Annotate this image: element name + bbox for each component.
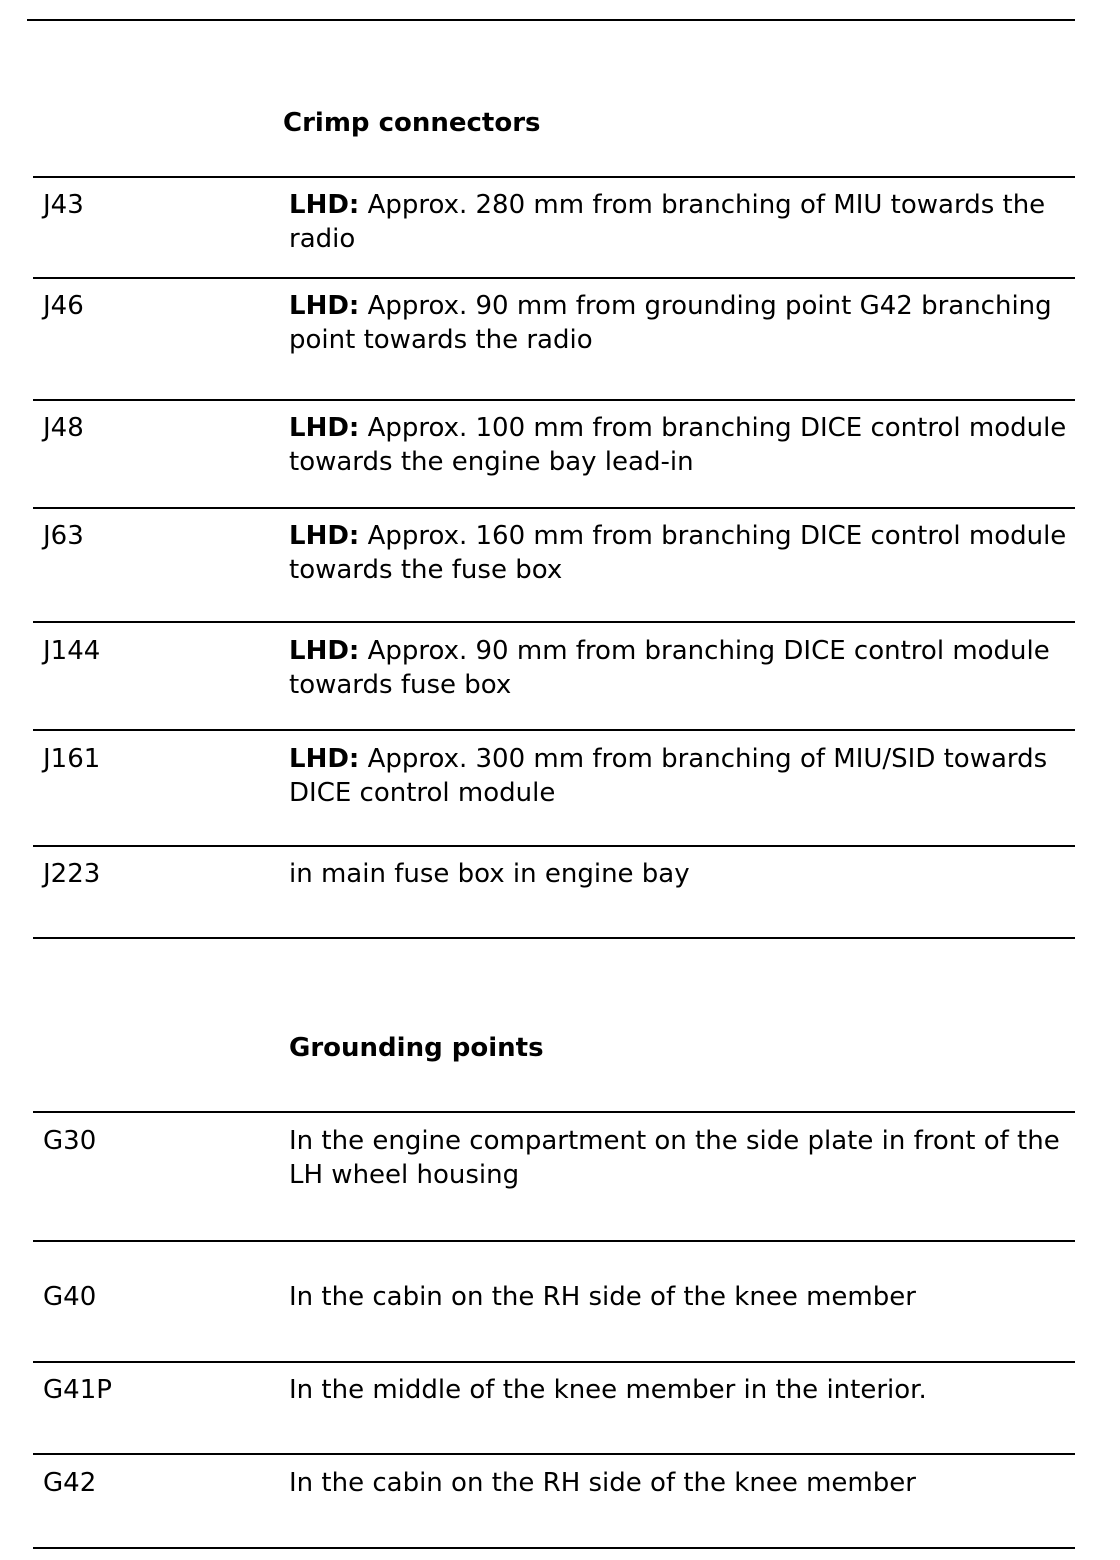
table-rule: [33, 176, 1075, 178]
location-prefix: LHD:: [289, 413, 360, 443]
location-text: Approx. 160 mm from branching DICE control module towards the fuse box: [289, 521, 1067, 585]
section-heading-crimp-connectors: Crimp connectors: [283, 108, 541, 138]
grounding-code: G40: [43, 1282, 97, 1312]
table-rule: [33, 507, 1075, 509]
grounding-location: [289, 1373, 1079, 1407]
table-rule: [33, 1240, 1075, 1242]
table-rule: [33, 937, 1075, 939]
table-rule: [33, 729, 1075, 731]
location-text: In the cabin on the RH side of the knee member: [289, 1468, 916, 1498]
connector-code: J223: [43, 859, 101, 889]
grounding-location: [289, 1280, 1079, 1314]
location-prefix: LHD:: [289, 521, 360, 551]
location-text: In the cabin on the RH side of the knee member: [289, 1282, 916, 1312]
location-text: In the middle of the knee member in the interior.: [289, 1375, 927, 1405]
connector-code: J161: [43, 744, 101, 774]
grounding-code: G30: [43, 1126, 97, 1156]
location-text: Approx. 90 mm from grounding point G42 branching point towards the radio: [289, 291, 1052, 355]
location-text: in main fuse box in engine bay: [289, 859, 690, 889]
connector-location: [289, 289, 1079, 357]
table-rule: [33, 277, 1075, 279]
location-prefix: LHD:: [289, 190, 360, 220]
connector-location: [289, 857, 1079, 891]
connector-code: J46: [43, 291, 84, 321]
connector-location: [289, 188, 1079, 256]
table-rule: [33, 1361, 1075, 1363]
connector-code: J43: [43, 190, 84, 220]
location-text: Approx. 280 mm from branching of MIU towards the radio: [289, 190, 1046, 254]
grounding-location: [289, 1124, 1079, 1192]
connector-location: [289, 634, 1079, 702]
connector-code: J48: [43, 413, 84, 443]
location-text: Approx. 100 mm from branching DICE control module towards the engine bay lead-in: [289, 413, 1067, 477]
connector-location: [289, 742, 1079, 810]
location-prefix: LHD:: [289, 636, 360, 666]
connector-location: [289, 519, 1079, 587]
bottom-rule: [33, 1547, 1075, 1549]
location-text: Approx. 90 mm from branching DICE control module towards fuse box: [289, 636, 1050, 700]
grounding-location: [289, 1466, 1079, 1500]
grounding-code: G41P: [43, 1375, 112, 1405]
location-text: In the engine compartment on the side plate in front of the LH wheel housing: [289, 1126, 1060, 1190]
location-text: Approx. 300 mm from branching of MIU/SID towards DICE control module: [289, 744, 1048, 808]
connector-code: J144: [43, 636, 101, 666]
table-rule: [33, 621, 1075, 623]
table-rule: [33, 1111, 1075, 1113]
connector-code: J63: [43, 521, 84, 551]
table-rule: [33, 845, 1075, 847]
connector-location: [289, 411, 1079, 479]
grounding-code: G42: [43, 1468, 97, 1498]
table-rule: [33, 399, 1075, 401]
location-prefix: LHD:: [289, 291, 360, 321]
table-rule: [33, 1453, 1075, 1455]
section-heading-grounding-points: Grounding points: [289, 1033, 544, 1063]
location-prefix: LHD:: [289, 744, 360, 774]
top-rule: [27, 19, 1075, 21]
